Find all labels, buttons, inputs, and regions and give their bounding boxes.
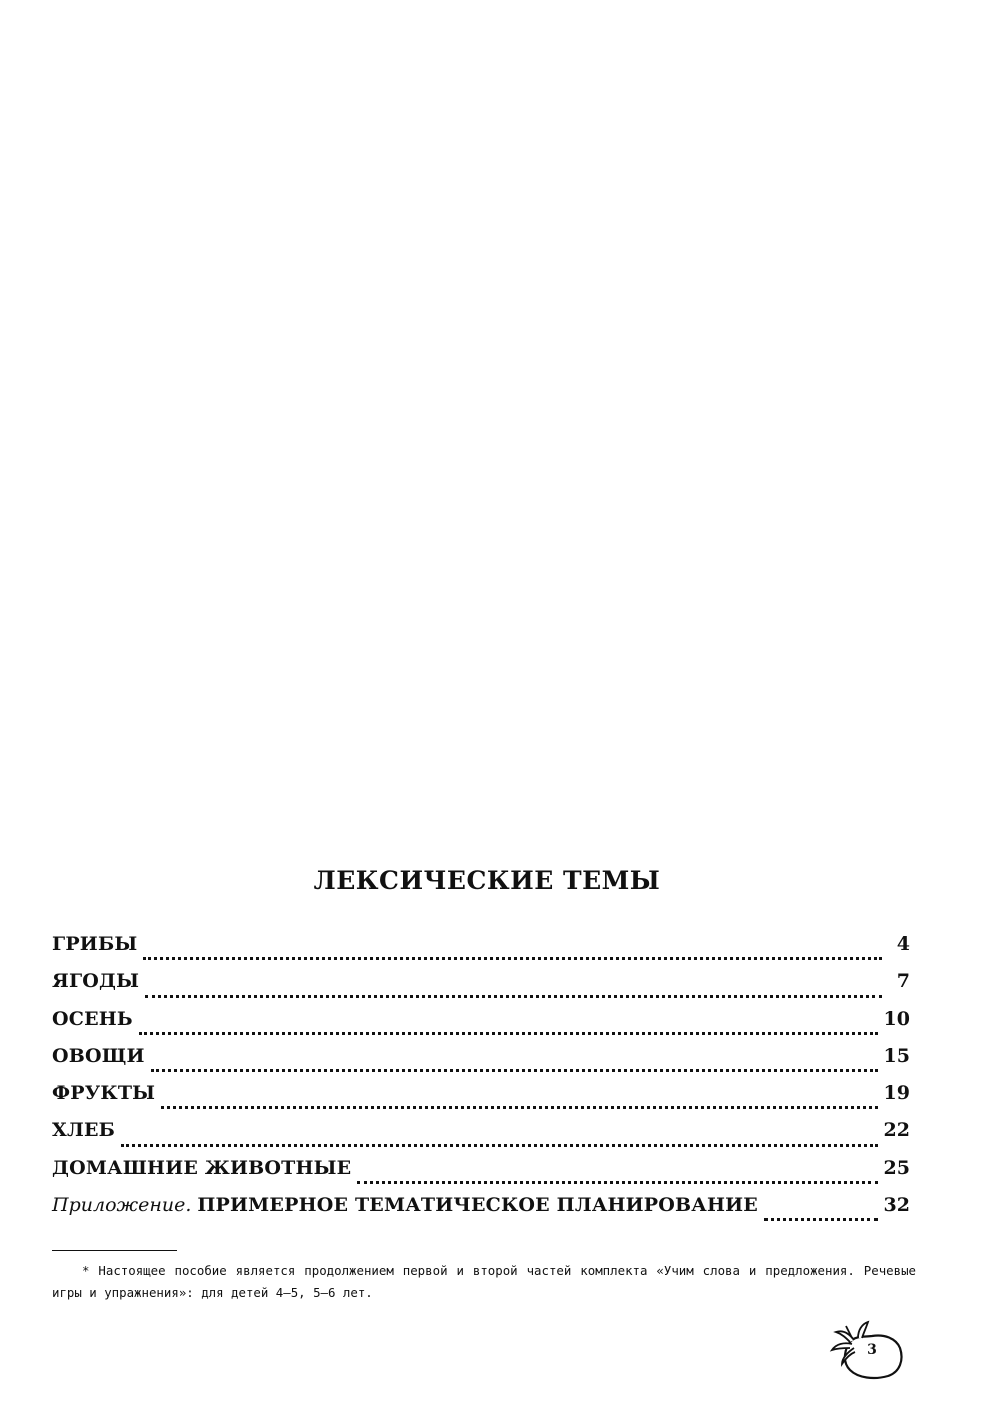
page-number: 3 [867, 1342, 877, 1358]
toc-entry-vegetables[interactable] [52, 1042, 910, 1079]
toc-entry-label: ЯГОДЫ [52, 970, 140, 993]
page-number-badge [828, 1318, 908, 1388]
toc-entry-label: ДОМАШНИЕ ЖИВОТНЫЕ [52, 1156, 352, 1179]
dot-leader [145, 995, 882, 998]
dot-leader [161, 1106, 877, 1109]
toc-entry-page: 15 [883, 1044, 910, 1067]
toc-entry-label: ФРУКТЫ [52, 1082, 156, 1105]
toc-entry-prefix: Приложение. [52, 1194, 192, 1217]
toc-entry-page: 10 [883, 1007, 910, 1030]
toc-entry-bread[interactable] [52, 1116, 910, 1153]
dot-leader [121, 1144, 877, 1147]
toc-entry-page: 32 [883, 1194, 910, 1217]
toc-entry-page: 19 [883, 1082, 910, 1105]
toc-title: ЛЕКСИЧЕСКИЕ ТЕМЫ [313, 866, 661, 895]
toc-entry-page: 22 [883, 1119, 910, 1142]
toc-entry-label: ОВОЩИ [52, 1044, 145, 1067]
footnote-divider [52, 1250, 177, 1251]
footnote: * Настоящее пособие является продолжением первой и второй частей комплекта «Учим слова и предложения. Речевые игры и упражнения»: для детей 4–5, 5–6 лет. [52, 1263, 916, 1300]
toc-entry-autumn[interactable] [52, 1005, 910, 1042]
toc-entry-label: ПРИМЕРНОЕ ТЕМАТИЧЕСКОЕ ПЛАНИРОВАНИЕ [197, 1194, 758, 1217]
toc-entry-page: 4 [896, 933, 910, 955]
toc-entry-berries[interactable] [52, 967, 910, 1004]
toc-entry-page: 25 [883, 1156, 910, 1179]
toc-entry-fruits[interactable] [52, 1079, 910, 1116]
toc-entry-label: ГРИБЫ [52, 933, 138, 955]
toc-entry-domestic-animals[interactable] [52, 1154, 910, 1191]
table-of-contents [52, 930, 910, 1228]
toc-entry-appendix[interactable] [52, 1191, 910, 1228]
toc-entry-mushrooms[interactable] [52, 930, 910, 967]
dot-leader [764, 1218, 878, 1221]
toc-entry-label: ОСЕНЬ [52, 1007, 133, 1030]
dot-leader [143, 957, 882, 960]
toc-entry-label: ХЛЕБ [52, 1119, 116, 1142]
dot-leader [357, 1181, 877, 1184]
dot-leader [139, 1032, 878, 1035]
dot-leader [151, 1069, 878, 1072]
toc-entry-page: 7 [896, 970, 910, 993]
